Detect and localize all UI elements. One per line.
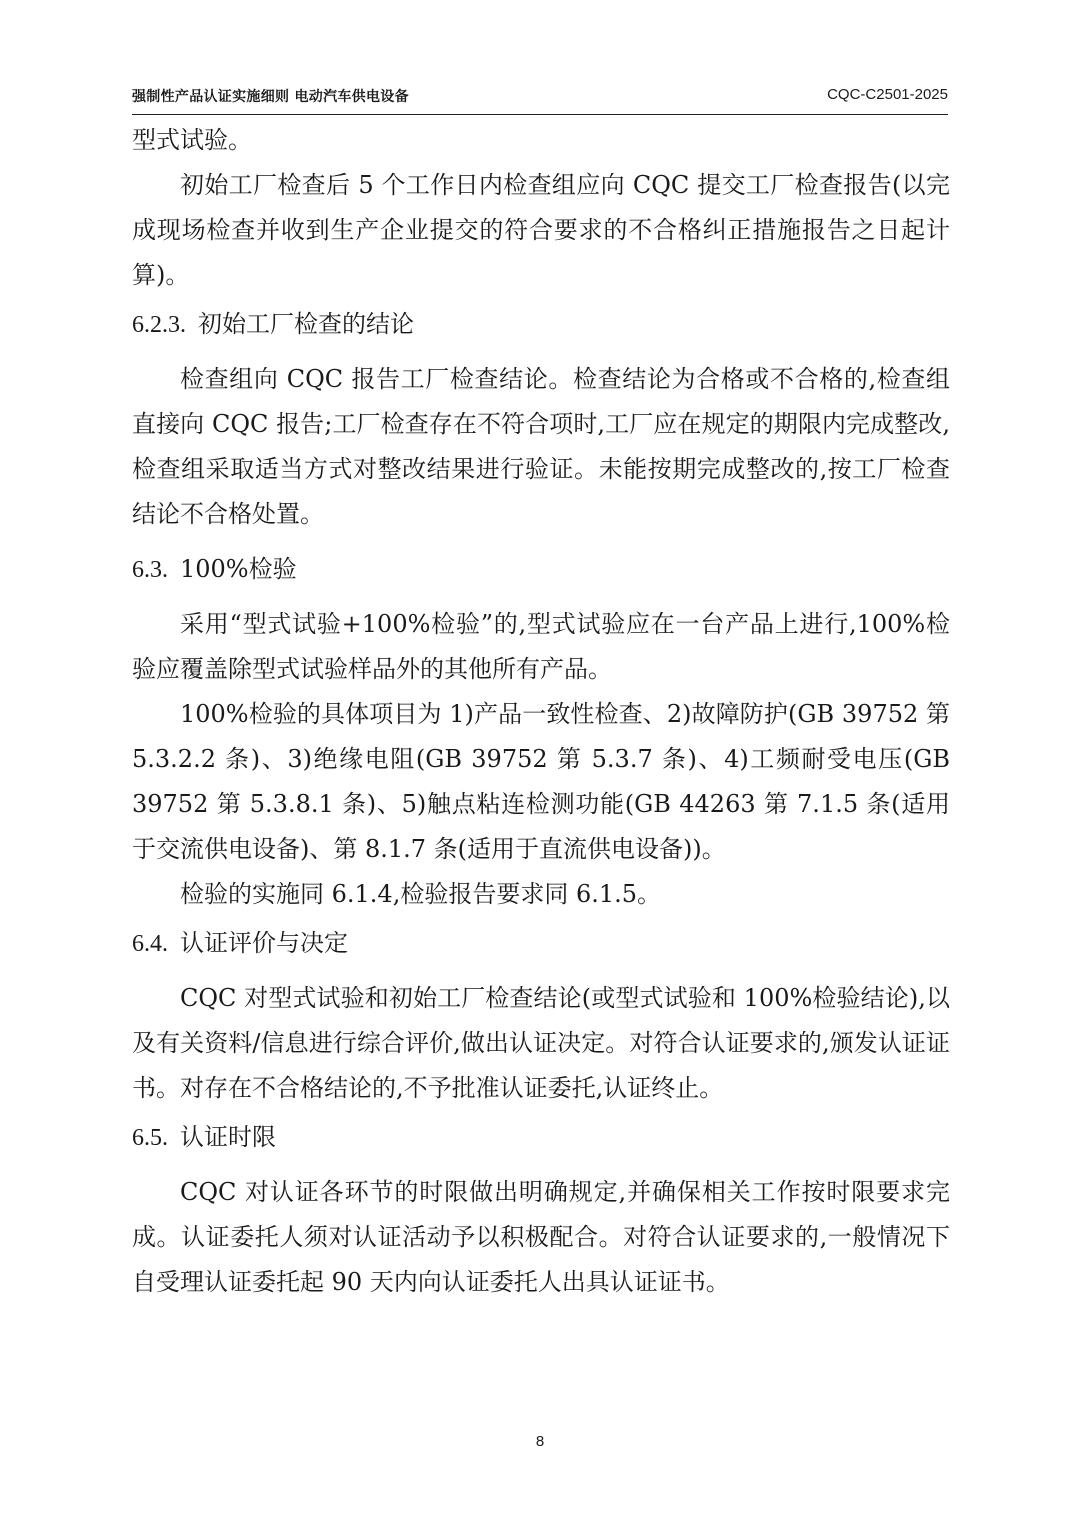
paragraph-100-inspection-scope: 采用“型式试验+100%检验”的,型式试验应在一台产品上进行,100%检验应覆盖除型式试验样品外的其他所有产品。 — [132, 610, 950, 683]
paragraph-100-inspection-items: 100%检验的具体项目为 1)产品一致性检查、2)故障防护(GB 39752 第 5.3.2.2 条)、3)绝缘电阻(GB 39752 第 5.3.7 条)、4)工频耐受电压(GB 39752 第 5.3.8.1 条)、5)触点粘连检测功能(GB 44263 第 7.1.5 条(适用于交流供电设备)、第 8.1.7 条(适用于直流供电设备))。 — [132, 700, 950, 863]
paragraph-factory-report: 初始工厂检查后 5 个工作日内检查组应向 CQC 提交工厂检查报告(以完成现场检查并收到生产企业提交的符合要求的不合格纠正措施报告之日起计算)。 — [132, 171, 950, 289]
section-title: 认证时限 — [180, 1123, 276, 1151]
section-heading-6-5 — [132, 1111, 950, 1164]
section-heading-6-2-3 — [132, 298, 950, 351]
paragraph-continuation: 型式试验。 — [132, 126, 252, 154]
paragraph-certification-time-limit: CQC 对认证各环节的时限做出明确规定,并确保相关工作按时限要求完成。认证委托人须对认证活动予以积极配合。对符合认证要求的,一般情况下自受理认证委托起 90 天内向认证委托人出具认证证书。 — [132, 1178, 950, 1296]
page-number: 8 — [535, 1433, 545, 1450]
paragraph-evaluation-decision: CQC 对型式试验和初始工厂检查结论(或型式试验和 100%检验结论),以及有关资料/信息进行综合评价,做出认证决定。对符合认证要求的,颁发认证证书。对存在不合格结论的,不予批准认证委托,认证终止。 — [132, 984, 950, 1102]
page-header — [132, 84, 948, 115]
section-title: 认证评价与决定 — [180, 929, 348, 957]
section-number: 6.3. — [132, 557, 168, 583]
paragraph-100-inspection-implementation: 检验的实施同 6.1.4,检验报告要求同 6.1.5。 — [180, 880, 662, 908]
section-number: 6.4. — [132, 931, 168, 957]
section-heading-6-4 — [132, 917, 950, 970]
section-title: 100%检验 — [180, 555, 297, 583]
section-number: 6.2.3. — [132, 312, 186, 338]
header-title: 强制性产品认证实施细则 电动汽车供电设备 — [132, 89, 409, 105]
document-body — [132, 118, 950, 1305]
header-doc-code: CQC-C2501-2025 — [827, 86, 948, 103]
section-number: 6.5. — [132, 1125, 168, 1151]
paragraph-inspection-conclusion: 检查组向 CQC 报告工厂检查结论。检查结论为合格或不合格的,检查组直接向 CQC 报告;工厂检查存在不符合项时,工厂应在规定的期限内完成整改,检查组采取适当方式对整改结果进行验证。未能按期完成整改的,按工厂检查结论不合格处置。 — [132, 365, 950, 528]
section-heading-6-3 — [132, 543, 950, 596]
section-title: 初始工厂检查的结论 — [198, 310, 414, 338]
